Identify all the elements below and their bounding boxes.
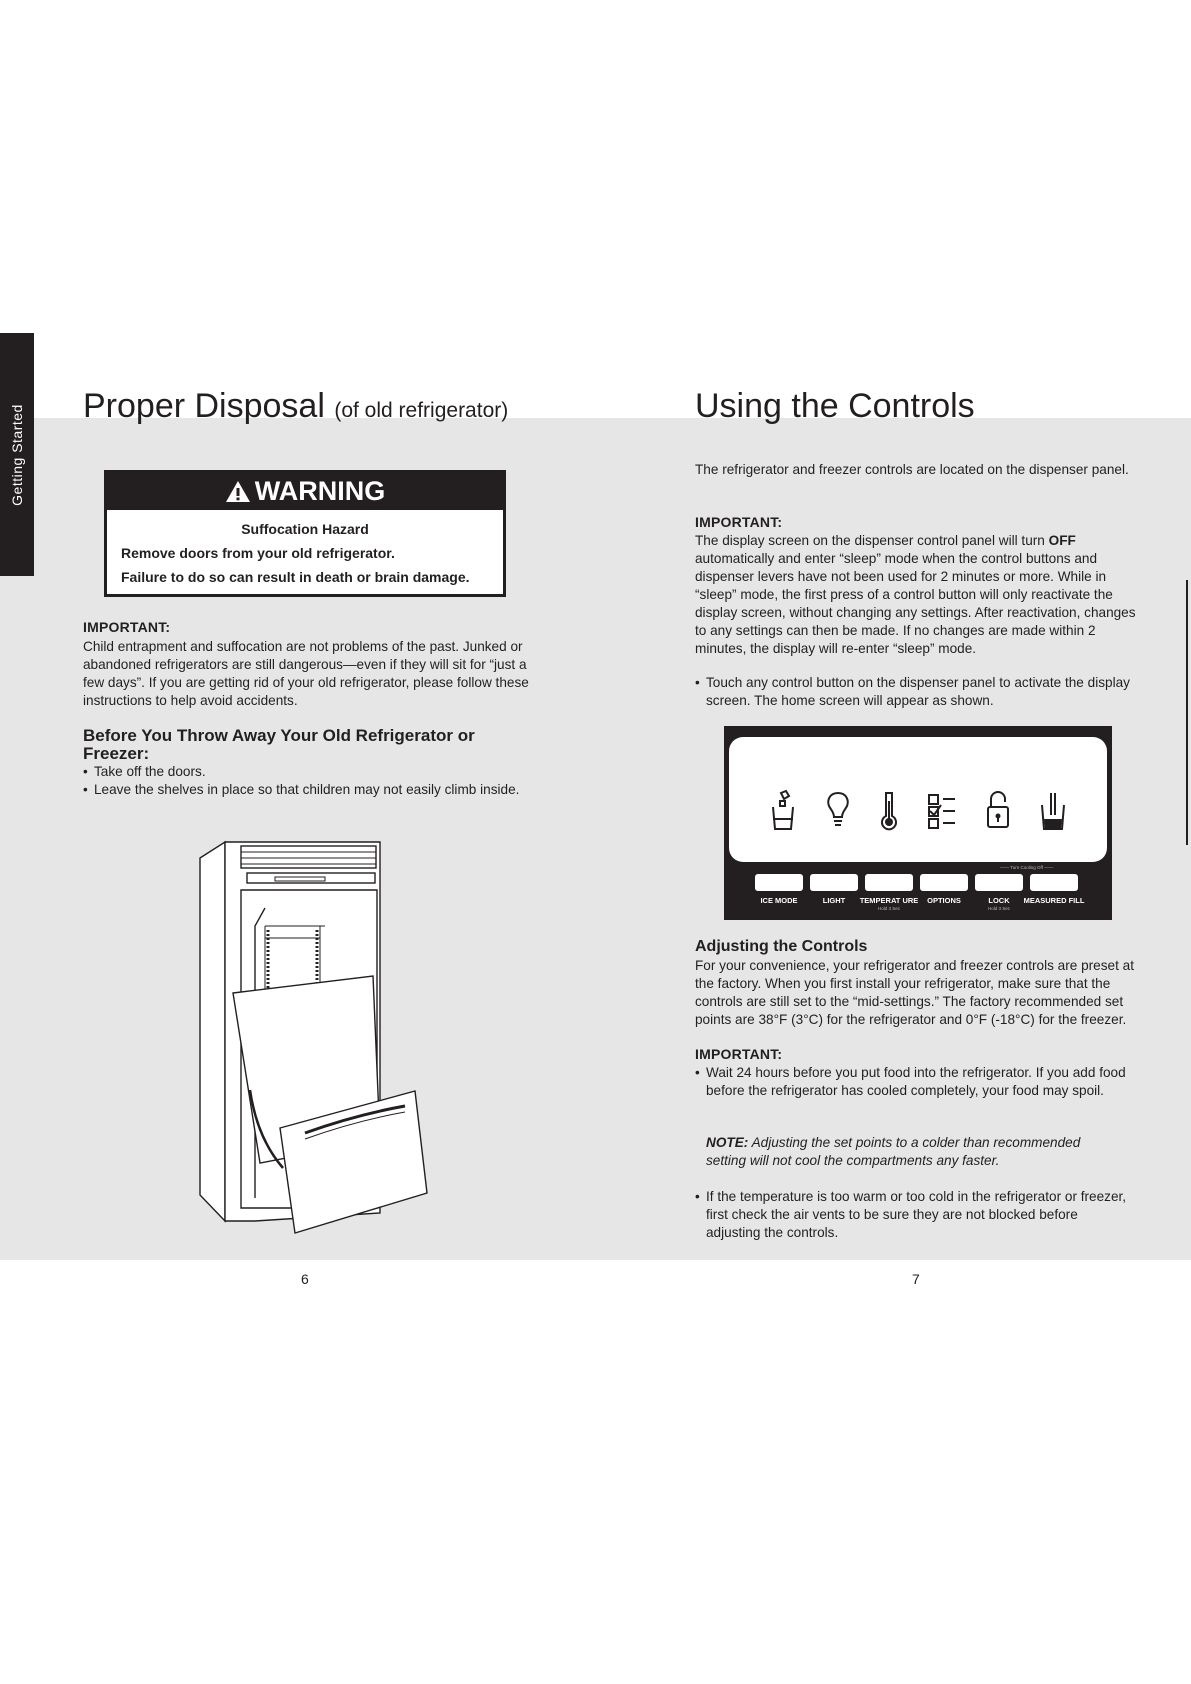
warning-line-1: Remove doors from your old refrigerator. bbox=[121, 545, 395, 561]
page-number-right: 7 bbox=[912, 1271, 920, 1287]
section-tab bbox=[0, 333, 34, 576]
ice-mode-icon bbox=[769, 789, 797, 831]
note-text: Adjusting the set points to a colder than recommended setting will not cool the compartments any faster. bbox=[706, 1135, 1081, 1168]
temperature-bullets bbox=[695, 1188, 1135, 1242]
warning-line-2: Failure to do so can result in death or brain damage. bbox=[121, 569, 470, 585]
sleep-text-post: automatically and enter “sleep” mode when the control buttons and dispenser levers have not been used for 2 minutes or more. While in “sleep” mode, the first press of a control button will only reactivate the display screen, without changing any settings. After reactivation, changes to any settings can then be made. If no changes are made within 2 minutes, the display will re-enter “sleep” mode. bbox=[695, 551, 1136, 656]
temperature-hold-hint: Hold 3 Sec bbox=[877, 906, 901, 911]
thermometer-icon bbox=[879, 789, 899, 831]
sleep-mode-paragraph bbox=[695, 532, 1145, 658]
section-tab-label: Getting Started bbox=[9, 403, 25, 506]
important-label-right: IMPORTANT: bbox=[695, 514, 783, 530]
right-edge-rule bbox=[1186, 580, 1188, 845]
list-item: • Wait 24 hours before you put food into the refrigerator. If you add food before the refrigerator has cooled completely, your food may spoil. bbox=[695, 1064, 1135, 1100]
options-button[interactable] bbox=[920, 874, 968, 891]
list-item: • Touch any control button on the dispenser panel to activate the display screen. The home screen will appear as shown. bbox=[695, 674, 1135, 710]
lock-button-label: LOCK bbox=[988, 896, 1010, 905]
ice-mode-button[interactable] bbox=[755, 874, 803, 891]
light-button-label: LIGHT bbox=[822, 896, 846, 905]
warning-header-text: WARNING bbox=[254, 476, 386, 506]
note-label: NOTE: bbox=[706, 1135, 749, 1150]
dispenser-control-panel bbox=[724, 726, 1112, 920]
wait-bullets bbox=[695, 1064, 1135, 1100]
note-paragraph bbox=[706, 1134, 1116, 1170]
page-title-left bbox=[83, 387, 508, 426]
page-title-right: Using the Controls bbox=[695, 387, 975, 425]
light-bulb-icon bbox=[825, 789, 851, 831]
ice-mode-button-label: ICE MODE bbox=[760, 896, 798, 905]
important-label-right-2: IMPORTANT: bbox=[695, 1046, 783, 1062]
warning-header bbox=[107, 473, 503, 510]
warning-box bbox=[104, 470, 506, 597]
lock-button[interactable] bbox=[975, 874, 1023, 891]
options-button-label: OPTIONS bbox=[927, 896, 961, 905]
temperature-button[interactable] bbox=[865, 874, 913, 891]
cooling-off-label: Turn Cooling Off bbox=[1010, 865, 1043, 870]
page-number-left: 6 bbox=[301, 1271, 309, 1287]
important-text-left: Child entrapment and suffocation are not problems of the past. Junked or abandoned refrigerators are still dangerous—even if they will sit for “just a few days”. If you are getting rid of your old refrigerator, please follow these instructions to help avoid accidents. bbox=[83, 639, 529, 708]
title-text: Proper Disposal bbox=[83, 387, 325, 425]
measured-fill-icon bbox=[1039, 789, 1067, 831]
lock-icon bbox=[985, 789, 1011, 831]
light-button[interactable] bbox=[810, 874, 858, 891]
measured-fill-button[interactable] bbox=[1030, 874, 1078, 891]
cooling-off-bracket: —— Turn Cooling Off —— bbox=[1000, 865, 1054, 870]
lock-hold-hint: Hold 3 Sec bbox=[987, 906, 1011, 911]
important-label-left: IMPORTANT: bbox=[83, 619, 171, 635]
title-subtext: (of old refrigerator) bbox=[334, 399, 509, 422]
list-item: • Leave the shelves in place so that children may not easily climb inside. bbox=[83, 781, 523, 799]
list-item: • If the temperature is too warm or too cold in the refrigerator or freezer, first check the air vents to be sure they are not blocked before adjusting the controls. bbox=[695, 1188, 1135, 1242]
disposal-bullets bbox=[83, 763, 523, 799]
warning-triangle-icon bbox=[225, 480, 251, 503]
sleep-text-bold: OFF bbox=[1048, 533, 1076, 548]
refrigerator-illustration bbox=[195, 838, 435, 1238]
display-icons bbox=[729, 789, 1107, 831]
display-screen bbox=[729, 737, 1107, 862]
options-checklist-icon bbox=[927, 789, 957, 831]
controls-intro: The refrigerator and freezer controls are located on the dispenser panel. bbox=[695, 462, 1129, 477]
warning-hazard: Suffocation Hazard bbox=[241, 521, 369, 537]
touch-bullets bbox=[695, 674, 1135, 710]
sleep-text-pre: The display screen on the dispenser control panel will turn bbox=[695, 533, 1049, 548]
before-disposal-heading: Before You Throw Away Your Old Refrigerator or Freezer: bbox=[83, 726, 475, 763]
temperature-button-label: TEMPERAT URE bbox=[859, 896, 919, 905]
adjusting-controls-heading: Adjusting the Controls bbox=[695, 938, 868, 955]
list-item: • Take off the doors. bbox=[83, 763, 523, 781]
measured-fill-button-label: MEASURED FILL bbox=[1023, 896, 1085, 905]
adjusting-controls-text: For your convenience, your refrigerator and freezer controls are preset at the factory. When you first install your refrigerator, make sure that the controls are still set to the “mid-settings.” The factory recommended set points are 38°F (3°C) for the refrigerator and 0°F (-18°C) for the freezer. bbox=[695, 958, 1134, 1027]
